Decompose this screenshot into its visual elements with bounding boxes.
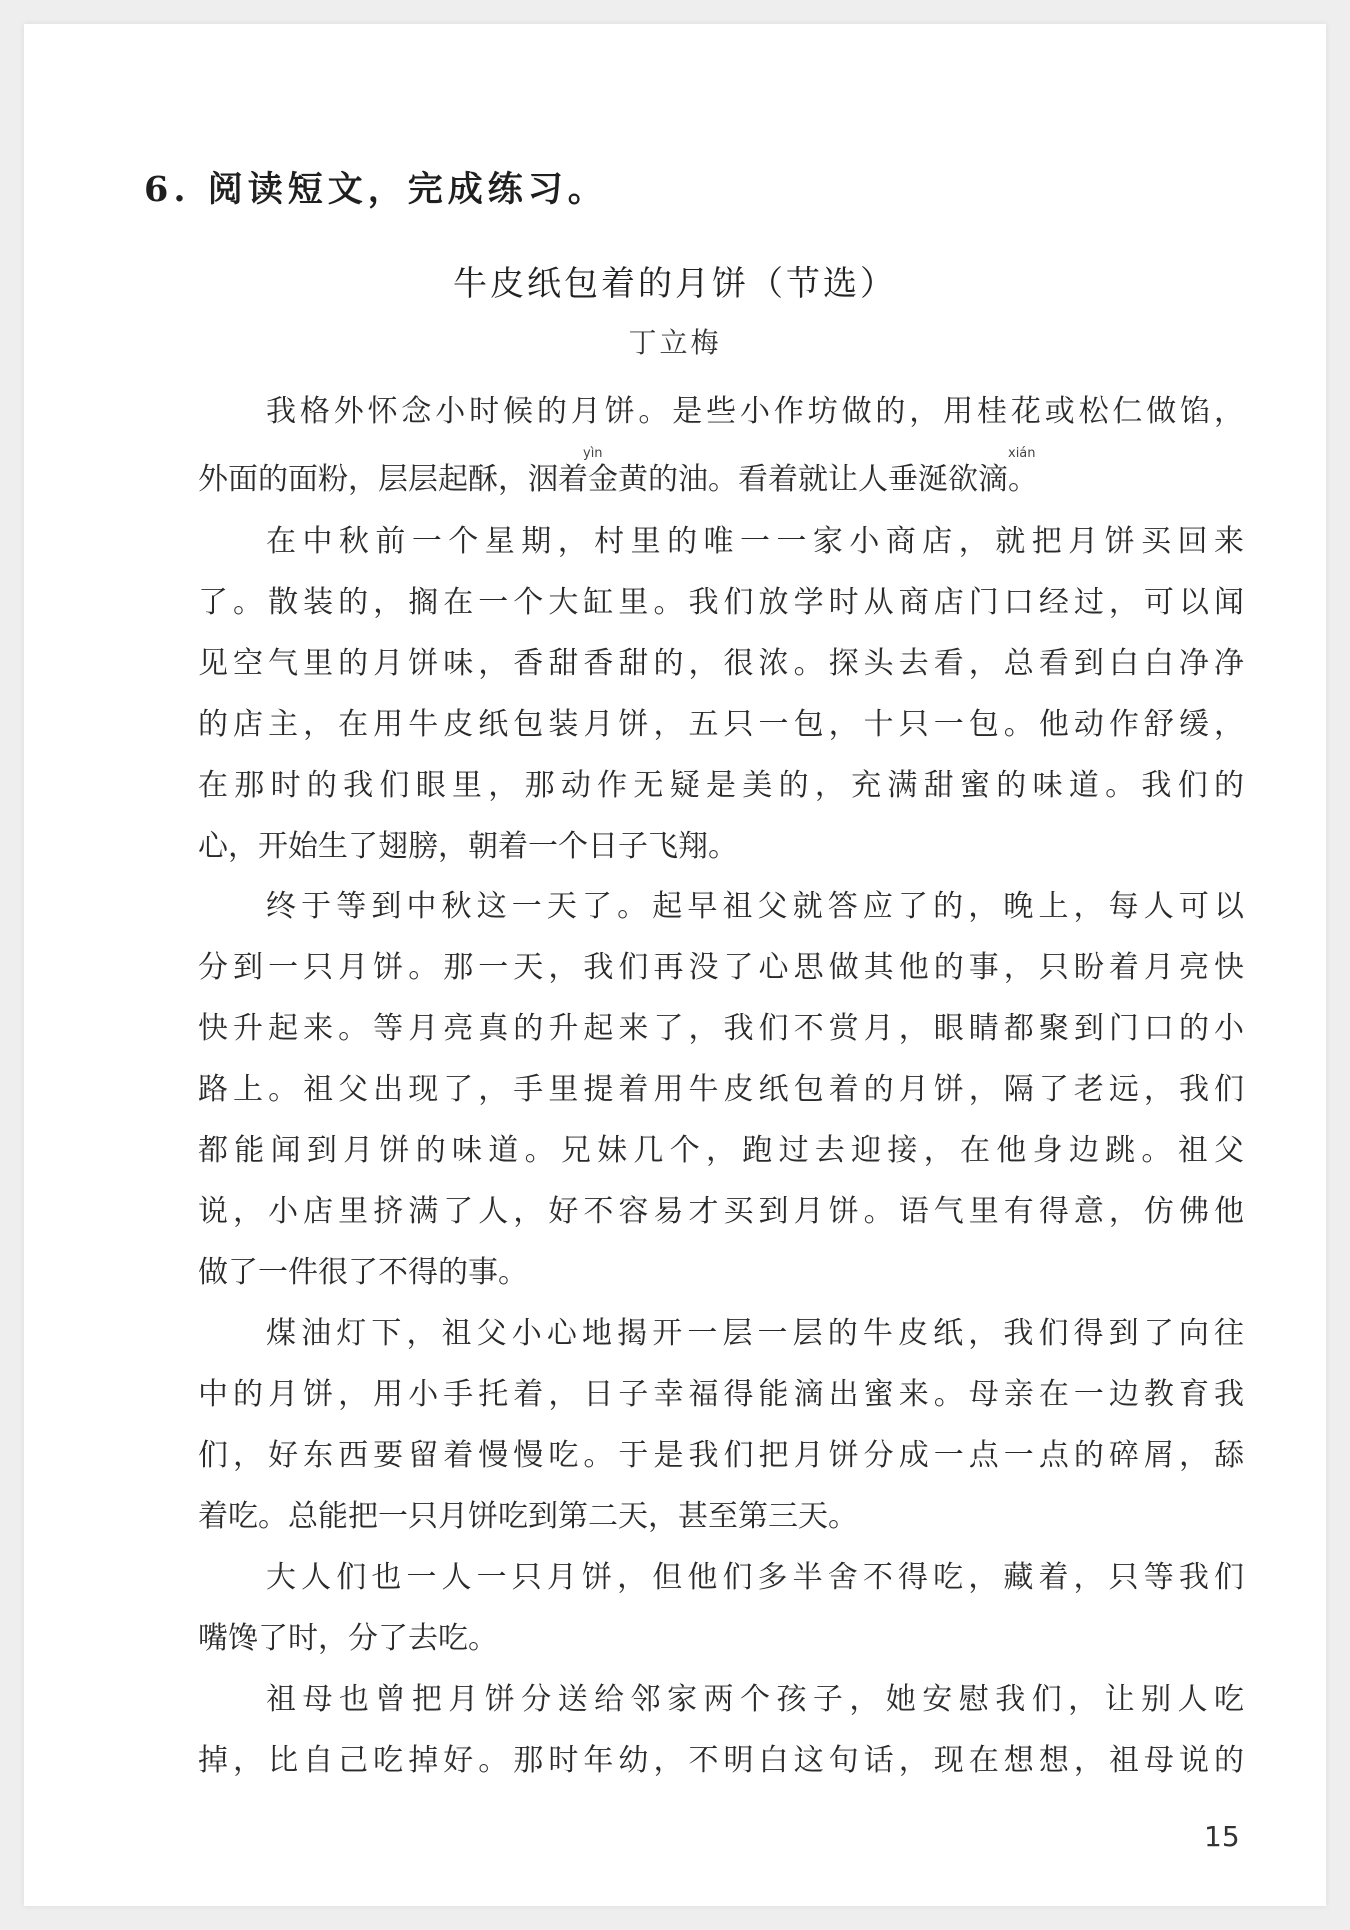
text-line: 外面的面粉，层层起酥，洇着金黄的油。看着就让人垂涎欲滴。	[198, 462, 1038, 497]
text-line: 在中秋前一个星期，村里的唯一一家小商店，就把月饼买回来	[266, 524, 1244, 559]
article-title: 牛皮纸包着的月饼（节选）	[453, 264, 897, 304]
article-author: 丁立梅	[628, 326, 722, 359]
text-line: 说，小店里挤满了人，好不容易才买到月饼。语气里有得意，仿佛他	[198, 1194, 1244, 1229]
page-number: 15	[1204, 1820, 1240, 1853]
text-line: 了。散装的，搁在一个大缸里。我们放学时从商店门口经过，可以闻	[198, 585, 1244, 620]
text-line: 煤油灯下，祖父小心地揭开一层一层的牛皮纸，我们得到了向往	[266, 1316, 1244, 1351]
text-line: 在那时的我们眼里，那动作无疑是美的，充满甜蜜的味道。我们的	[198, 768, 1244, 803]
text-line: 的店主，在用牛皮纸包装月饼，五只一包，十只一包。他动作舒缓，	[198, 707, 1244, 742]
text-line: 们，好东西要留着慢慢吃。于是我们把月饼分成一点一点的碎屑，舔	[198, 1438, 1244, 1473]
text-line: 终于等到中秋这一天了。起早祖父就答应了的，晚上，每人可以	[266, 889, 1244, 924]
text-line: 分到一只月饼。那一天，我们再没了心思做其他的事，只盼着月亮快	[198, 950, 1244, 985]
text-line: 大人们也一人一只月饼，但他们多半舍不得吃，藏着，只等我们	[266, 1560, 1244, 1595]
text-line: 我格外怀念小时候的月饼。是些小作坊做的，用桂花或松仁做馅，	[266, 394, 1244, 429]
text-line: 见空气里的月饼味，香甜香甜的，很浓。探头去看，总看到白白净净	[198, 646, 1244, 681]
text-line: 中的月饼，用小手托着，日子幸福得能滴出蜜来。母亲在一边教育我	[198, 1377, 1244, 1412]
text-line: 路上。祖父出现了，手里提着用牛皮纸包着的月饼，隔了老远，我们	[198, 1072, 1244, 1107]
text-line: 快升起来。等月亮真的升起来了，我们不赏月，眼睛都聚到门口的小	[198, 1011, 1244, 1046]
text-line: 都能闻到月饼的味道。兄妹几个，跑过去迎接，在他身边跳。祖父	[198, 1133, 1244, 1168]
text-line: 心，开始生了翅膀，朝着一个日子飞翔。	[198, 829, 738, 864]
text-line: 掉，比自己吃掉好。那时年幼，不明白这句话，现在想想，祖母说的	[198, 1743, 1244, 1778]
text-line: 祖母也曾把月饼分送给邻家两个孩子，她安慰我们，让别人吃	[266, 1682, 1244, 1717]
pinyin-xian: xián	[1008, 446, 1036, 461]
text-line: 嘴馋了时，分了去吃。	[198, 1621, 498, 1656]
exercise-heading: 6. 阅读短文，完成练习。	[144, 169, 608, 210]
pinyin-yin: yìn	[583, 446, 603, 461]
page	[24, 24, 1326, 1906]
text-line: 做了一件很了不得的事。	[198, 1255, 528, 1290]
text-line: 着吃。总能把一只月饼吃到第二天，甚至第三天。	[198, 1499, 858, 1534]
